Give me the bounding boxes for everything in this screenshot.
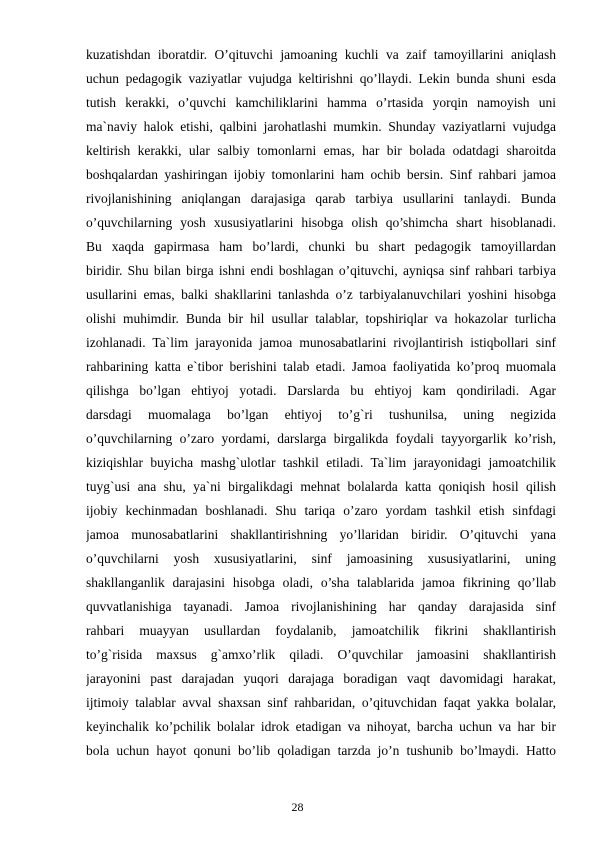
text-line: usullarini emas, balki shakllarini tanlashda o’z tarbiyalanuvchilari yoshini hisobga — [86, 287, 556, 302]
text-line: darsdagi muomalaga bo’lgan ehtiyoj to’g`ri tushunilsa, uning negizida — [86, 407, 556, 422]
text-line: kuzatishdan iboratdir. O’qituvchi jamoaning kuchli va zaif tamoyillarini aniqlash — [86, 47, 556, 62]
text-line: rahbari muayyan usullardan foydalanib, jamoatchilik fikrini shakllantirish — [86, 623, 556, 638]
text-line: izohlanadi. Ta`lim jarayonida jamoa munosabatlarini rivojlantirish istiqbollari sinf — [86, 335, 556, 350]
text-line: bola uchun hayot qonuni bo’lib qoladigan tarzda jo’n tushunib bo’lmaydi. Hatto — [86, 743, 556, 758]
text-line: o’quvchilarni yosh xususiyatlarini, sinf jamoasining xususiyatlarini, uning — [86, 551, 556, 566]
text-line: tuyg`usi ana shu, ya`ni birgalikdagi mehnat bolalarda katta qoniqish hosil qilish — [86, 479, 556, 494]
text-line: o’quvchilarning yosh xususiyatlarini hisobga olish qo’shimcha shart hisoblanadi. — [86, 215, 556, 230]
text-line: jarayonini past darajadan yuqori darajaga boradigan vaqt davomidagi harakat, — [86, 671, 556, 686]
text-line: keltirish kerakki, ular salbiy tomonlarni emas, har bir bolada odatdagi sharoitda — [86, 143, 556, 158]
text-line: Bu xaqda gapirmasa ham bo’lardi, chunki bu shart pedagogik tamoyillardan — [86, 239, 556, 254]
text-line: ma`naviy halok etishi, qalbini jarohatlashi mumkin. Shunday vaziyatlarni vujudga — [86, 119, 556, 134]
text-line: shakllanganlik darajasini hisobga oladi, o’sha talablarida jamoa fikrining qo’llab — [86, 575, 556, 590]
text-line: quvvatlanishiga tayanadi. Jamoa rivojlanishining har qanday darajasida sinf — [86, 599, 556, 614]
text-line: boshqalardan yashiringan ijobiy tomonlarini ham ochib bersin. Sinf rahbari jamoa — [86, 167, 556, 182]
text-line: rahbarining katta e`tibor berishini talab etadi. Jamoa faoliyatida ko’proq muomala — [86, 359, 556, 374]
text-line: ijtimoiy talablar avval shaxsan sinf rahbaridan, o’qituvchidan faqat yakka bolalar, — [86, 695, 556, 710]
text-line: keyinchalik ko’pchilik bolalar idrok etadigan va nihoyat, barcha uchun va har bir — [86, 719, 556, 734]
text-line: tutish kerakki, o’quvchi kamchiliklarini hamma o’rtasida yorqin namoyish uni — [86, 95, 556, 110]
text-line: qilishga bo’lgan ehtiyoj yotadi. Darslarda bu ehtiyoj kam qondiriladi. Agar — [86, 383, 556, 398]
text-line: uchun pedagogik vaziyatlar vujudga keltirishni qo’llaydi. Lekin bunda shuni esda — [86, 71, 556, 86]
page-number: 28 — [291, 800, 304, 814]
text-line: ijobiy kechinmadan boshlanadi. Shu tariqa o’zaro yordam tashkil etish sinfdagi — [86, 503, 556, 518]
text-line: o’quvchilarning o’zaro yordami, darslarga birgalikda foydali tayyorgarlik ko’rish, — [86, 431, 556, 446]
body-text — [86, 43, 556, 763]
text-line: to’g`risida maxsus g`amxo’rlik qiladi. O’quvchilar jamoasini shakllantirish — [86, 647, 556, 662]
text-line: jamoa munosabatlarini shakllantirishning yo’llaridan biridir. O’qituvchi yana — [86, 527, 556, 542]
text-line: rivojlanishining aniqlangan darajasiga qarab tarbiya usullarini tanlaydi. Bunda — [86, 191, 556, 206]
text-line: biridir. Shu bilan birga ishni endi boshlagan o’qituvchi, ayniqsa sinf rahbari tarbiya — [86, 263, 556, 278]
text-line: kiziqishlar buyicha mashg`ulotlar tashkil etiladi. Ta`lim jarayonidagi jamoatchilik — [86, 455, 556, 470]
text-line: olishi muhimdir. Bunda bir hil usullar talablar, topshiriqlar va hokazolar turlicha — [86, 311, 556, 326]
